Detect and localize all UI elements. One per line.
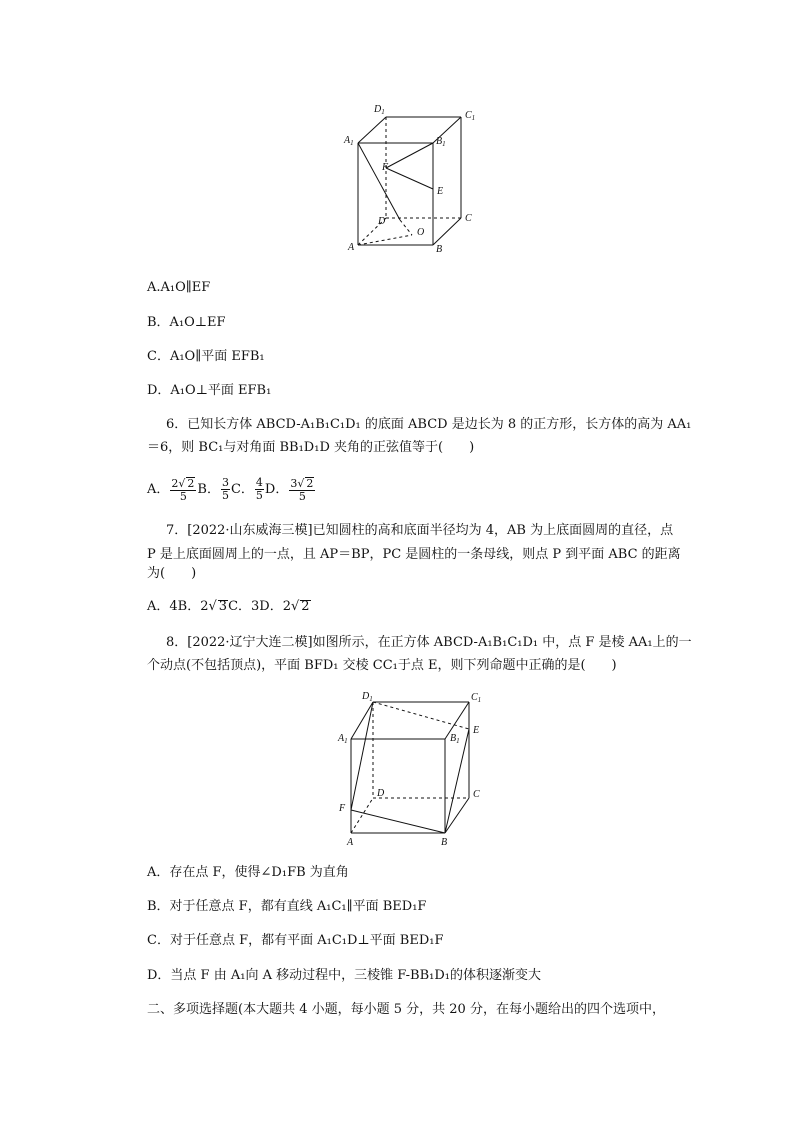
cube-diagram [335, 688, 495, 848]
q6-option-b-prefix: B． [197, 482, 220, 497]
q5-option-d: D．A₁O⊥平面 EFB₁ [147, 383, 272, 398]
q6-options [147, 470, 316, 510]
figure-cube [335, 688, 495, 848]
label-b1: $B_1$ [436, 136, 446, 148]
q7-stem-line1: 7．[2022·山东威海三模]已知圆柱的高和底面半径均为 4，AB 为上底面圆周的直径，点 [166, 523, 674, 538]
label-c1: $C_1$ [471, 692, 482, 704]
q5-option-a: A.A₁O∥EF [147, 280, 211, 295]
label-o: O [417, 227, 425, 238]
label-c1: $C_1$ [465, 110, 476, 122]
q8-stem-line1: 8．[2022·辽宁大连二模]如图所示，在正方体 ABCD-A₁B₁C₁D₁ 中，点 F 是棱 AA₁上的一 [166, 635, 692, 650]
label-a1: $A_1$ [344, 135, 354, 147]
q6-stem-line2: ＝6，则 BC₁与对角面 BB₁D₁D 夹角的正弦值等于( ) [147, 440, 475, 455]
label-e: E [473, 725, 480, 736]
q6-option-a-fraction: $\frac{2√ 2}{5}$ [171, 476, 195, 503]
q6-option-d-prefix: D． [264, 482, 289, 497]
q5-option-b: B．A₁O⊥EF [147, 315, 226, 330]
q6-option-b-fraction: $\frac{3}{5}$ [221, 476, 229, 502]
label-a: A [348, 242, 355, 253]
label-b1: $B_1$ [450, 733, 460, 745]
label-f: F [339, 803, 346, 814]
q8-option-b: B．对于任意点 F，都有直线 A₁C₁∥平面 BED₁F [147, 899, 427, 914]
q8-option-a: A．存在点 F，使得∠D₁FB 为直角 [147, 865, 349, 880]
label-d: D [377, 788, 385, 799]
q5-option-c: C．A₁O∥平面 EFB₁ [147, 349, 265, 364]
figure-cuboid [340, 100, 490, 260]
q8-stem-line2: 个动点(不包括顶点)，平面 BFD₁ 交棱 CC₁于点 E，则下列命题中正确的是( ) [147, 658, 617, 673]
label-f: F [382, 162, 389, 173]
label-c: C [465, 213, 472, 224]
q8-option-c: C．对于任意点 F，都有平面 A₁C₁D⊥平面 BED₁F [147, 933, 444, 948]
q6-stem-line1: 6．已知长方体 ABCD-A₁B₁C₁D₁ 的底面 ABCD 是边长为 8 的正方形，长方体的高为 AA₁ [166, 417, 692, 432]
q7-stem-line2: P 是上底面圆周上的一点，且 AP＝BP，PC 是圆柱的一条母线，则点 P 到平面 ABC 的距离 [147, 547, 681, 562]
q6-option-c-fraction: $\frac{4}{5}$ [255, 476, 263, 502]
label-d: D [378, 216, 386, 227]
q6-option-c-prefix: C． [230, 482, 254, 497]
cuboid-diagram [340, 100, 490, 260]
label-d1: $D_1$ [374, 104, 385, 116]
label-d1: $D_1$ [362, 691, 373, 703]
label-b: B [441, 837, 448, 848]
section-2-heading: 二、多项选择题(本大题共 4 小题，每小题 5 分，共 20 分，在每小题给出的四个选项中， [147, 1002, 665, 1017]
label-e: E [437, 186, 444, 197]
label-b: B [436, 244, 443, 255]
label-c: C [473, 789, 480, 800]
q7-stem-line3: 为( ) [147, 566, 197, 581]
label-a1: $A_1$ [338, 733, 348, 745]
q7-options: A．4B．2√ 3C．3D．2√ 2 [147, 599, 310, 614]
q8-option-d: D．当点 F 由 A₁向 A 移动过程中，三棱锥 F-BB₁D₁的体积逐渐变大 [147, 968, 542, 983]
q6-option-d-fraction: $\frac{3√ 2}{5}$ [290, 476, 314, 503]
q6-option-a-prefix: A． [147, 482, 170, 497]
label-a: A [347, 837, 354, 848]
